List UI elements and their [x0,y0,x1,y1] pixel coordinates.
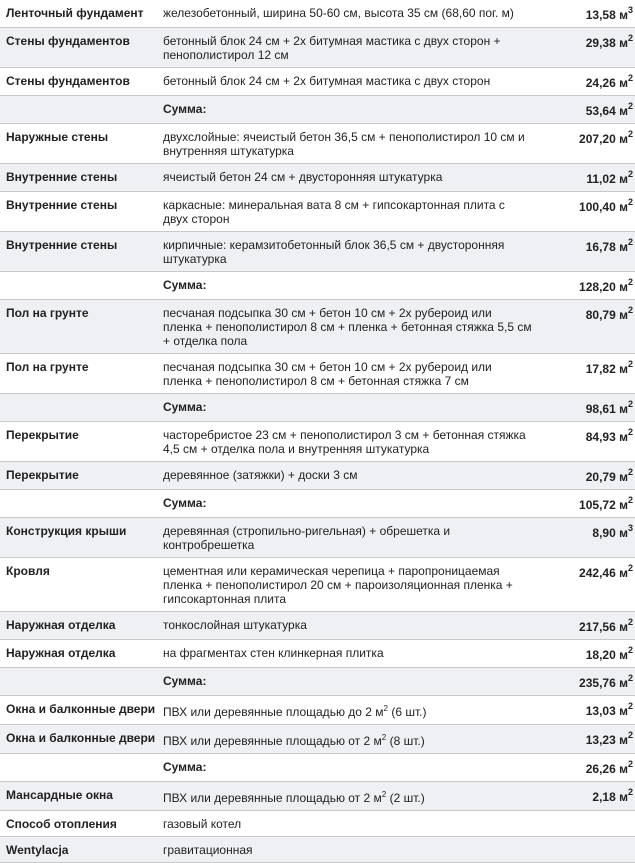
description-text-suffix: (8 шт.) [386,734,425,748]
sum-row [0,668,635,696]
element-name [0,394,157,422]
element-name: Мансардные окна [0,782,157,811]
sum-row [0,394,635,422]
sum-value [539,490,635,518]
element-description: деревянная (стропильно-ригельная) + обрешетка и контробрешетка [157,518,539,558]
quantity-unit: м [619,430,628,444]
quantity-unit: м [619,172,628,186]
description-text-suffix: (2 шт.) [386,791,425,805]
quantity-number: 100,40 [579,200,616,214]
quantity-unit: м [619,704,628,718]
element-description: каркасные: минеральная вата 8 см + гипсокартонная плита с двух сторон [157,192,539,232]
element-name [0,272,157,300]
table-row [0,124,635,164]
element-name: Внутренние стены [0,164,157,192]
quantity-number: 2,18 [592,790,616,804]
element-name: Наружная отделка [0,640,157,668]
quantity-unit: м [619,566,628,580]
table-row [0,28,635,68]
unit-exponent: 2 [627,787,633,797]
unit-exponent: 2 [627,673,633,683]
quantity-value [539,124,635,164]
table-row [0,518,635,558]
element-name: Ленточный фундамент [0,0,157,28]
quantity-value [539,558,635,612]
sum-row [0,96,635,124]
element-name: Внутренние стены [0,232,157,272]
element-description [157,782,539,811]
element-name: Конструкция крыши [0,518,157,558]
table-row [0,232,635,272]
unit-exponent: 2 [627,237,633,247]
sum-row [0,754,635,782]
element-name [0,754,157,782]
quantity-unit: м [619,280,628,294]
unit-exponent: 2 [627,73,633,83]
table-row [0,68,635,96]
sum-value [539,96,635,124]
element-name: Наружные стены [0,124,157,164]
element-description: гравитационная [157,837,539,863]
description-exponent: 2 [381,790,387,799]
unit-exponent: 2 [627,305,633,315]
quantity-number: 20,79 [585,470,616,484]
quantity-value [539,232,635,272]
quantity-unit: м [619,526,628,540]
quantity-value [539,612,635,640]
element-name: Перекрытие [0,422,157,462]
unit-exponent: 3 [627,5,633,15]
unit-exponent: 2 [627,645,633,655]
quantity-unit: м [619,498,628,512]
element-name [0,96,157,124]
unit-exponent: 2 [627,101,633,111]
quantity-number: 16,78 [585,240,616,254]
table-row [0,462,635,490]
quantity-number: 217,56 [579,620,616,634]
quantity-unit: м [619,676,628,690]
quantity-number: 11,02 [586,172,616,186]
quantity-number: 26,26 [585,762,616,776]
unit-exponent: 2 [627,617,633,627]
element-description: бетонный блок 24 см + 2х битумная мастика с двух сторон + пенополистирол 12 см [157,28,539,68]
quantity-number: 98,61 [585,402,616,416]
sum-value [539,754,635,782]
element-name [0,668,157,696]
table-row [0,422,635,462]
quantity-unit: м [619,76,628,90]
unit-exponent: 2 [627,129,633,139]
element-name [0,490,157,518]
quantity-number: 13,03 [585,704,616,718]
quantity-unit: м [619,308,628,322]
element-description: деревянное (затяжки) + доски 3 см [157,462,539,490]
quantity-value [539,28,635,68]
quantity-number: 24,26 [585,76,616,90]
element-description: цементная или керамическая черепица + паропроницаемая пленка + пенополистирол 20 см + пароизоляционная пленка + гипсокартонная плита [157,558,539,612]
element-description: тонкослойная штукатурка [157,612,539,640]
quantity-unit: м [619,8,628,22]
element-name: Окна и балконные двери [0,696,157,725]
quantity-unit: м [619,733,628,747]
quantity-value [539,300,635,354]
quantity-number: 235,76 [579,676,616,690]
quantity-unit: м [619,362,628,376]
quantity-number: 105,72 [579,498,616,512]
unit-exponent: 2 [627,197,633,207]
element-description: бетонный блок 24 см + 2х битумная мастика с двух сторон [157,68,539,96]
description-exponent: 2 [381,733,387,742]
table-row [0,782,635,811]
quantity-number: 8,90 [592,526,616,540]
element-name: Окна и балконные двери [0,725,157,754]
sum-label: Сумма: [157,754,539,782]
quantity-number: 242,46 [579,566,616,580]
unit-exponent: 2 [627,33,633,43]
quantity-unit: м [619,104,628,118]
unit-exponent: 2 [627,427,633,437]
element-description: песчаная подсыпка 30 см + бетон 10 см + 2х рубероид или пленка + пенополистирол 8 см + бетонная стяжка 7 см [157,354,539,394]
table-row [0,164,635,192]
element-description [157,725,539,754]
unit-exponent: 3 [627,523,633,533]
table-row [0,0,635,28]
sum-label: Сумма: [157,668,539,696]
quantity-unit: м [619,132,628,146]
table-row [0,811,635,837]
sum-value [539,394,635,422]
unit-exponent: 2 [627,169,633,179]
quantity-value [539,354,635,394]
quantity-unit: м [619,620,628,634]
sum-label: Сумма: [157,96,539,124]
element-description: газовый котел [157,811,539,837]
quantity-number: 53,64 [585,104,616,118]
unit-exponent: 2 [627,359,633,369]
description-text: ПВХ или деревянные площадью до 2 м [163,705,384,719]
quantity-number: 18,20 [585,648,616,662]
element-name: Пол на грунте [0,354,157,394]
element-name: Способ отопления [0,811,157,837]
quantity-unit: м [619,648,628,662]
quantity-value [539,164,635,192]
quantity-value [539,696,635,725]
quantity-value [539,811,635,837]
table-row [0,354,635,394]
table-row [0,192,635,232]
unit-exponent: 2 [627,399,633,409]
quantity-value [539,0,635,28]
sum-row [0,490,635,518]
element-name: Стены фундаментов [0,68,157,96]
description-exponent: 2 [383,704,388,713]
quantity-number: 80,79 [585,308,616,322]
quantity-unit: м [619,762,628,776]
quantity-number: 17,82 [585,362,616,376]
quantity-unit: м [619,790,628,804]
quantity-unit: м [619,36,628,50]
quantity-number: 29,38 [585,36,616,50]
description-text-suffix: (6 шт.) [388,705,427,719]
quantity-value [539,518,635,558]
sum-value [539,272,635,300]
quantity-number: 84,93 [585,430,616,444]
quantity-value [539,422,635,462]
quantity-value [539,837,635,863]
unit-exponent: 2 [627,701,633,711]
quantity-unit: м [619,240,628,254]
quantity-number: 13,58 [585,8,616,22]
unit-exponent: 2 [627,730,633,740]
element-description: ячеистый бетон 24 см + двусторонняя штукатурка [157,164,539,192]
quantity-value [539,192,635,232]
table-row [0,696,635,725]
table-row [0,300,635,354]
quantity-number: 13,23 [585,733,616,747]
sum-row [0,272,635,300]
table-row [0,640,635,668]
quantity-value [539,782,635,811]
element-description: песчаная подсыпка 30 см + бетон 10 см + 2х рубероид или пленка + пенополистирол 8 см + пленка + бетонная стяжка 5,5 см + отделка пола [157,300,539,354]
quantity-number: 207,20 [579,132,616,146]
element-name: Кровля [0,558,157,612]
quantity-unit: м [619,402,628,416]
unit-exponent: 2 [627,759,633,769]
element-name: Внутренние стены [0,192,157,232]
quantity-unit: м [619,470,628,484]
unit-exponent: 2 [627,277,633,287]
sum-label: Сумма: [157,490,539,518]
quantity-value [539,462,635,490]
element-name: Наружная отделка [0,612,157,640]
description-text: ПВХ или деревянные площадью от 2 м [163,791,382,805]
element-name: Пол на грунте [0,300,157,354]
table-row [0,837,635,863]
element-description: на фрагментах стен клинкерная плитка [157,640,539,668]
sum-label: Сумма: [157,394,539,422]
quantity-unit: м [619,200,628,214]
table-row [0,725,635,754]
element-name: Перекрытие [0,462,157,490]
element-description: часторебристое 23 см + пенополистирол 3 см + бетонная стяжка 4,5 см + отделка пола и внутренняя штукатурка [157,422,539,462]
element-name: Стены фундаментов [0,28,157,68]
unit-exponent: 2 [627,467,633,477]
quantity-value [539,68,635,96]
sum-label: Сумма: [157,272,539,300]
quantity-value [539,640,635,668]
unit-exponent: 2 [627,495,633,505]
table-row [0,612,635,640]
table-row [0,558,635,612]
element-name: Wentylacja [0,837,157,863]
unit-exponent: 2 [627,563,633,573]
quantity-value [539,725,635,754]
element-description: железобетонный, ширина 50-60 см, высота 35 см (68,60 пог. м) [157,0,539,28]
quantity-number: 128,20 [579,280,616,294]
element-description: двухслойные: ячеистый бетон 36,5 см + пенополистирол 10 см и внутренняя штукатурка [157,124,539,164]
sum-value [539,668,635,696]
element-description: кирпичные: керамзитобетонный блок 36,5 см + двусторонняя штукатурка [157,232,539,272]
element-description [157,696,539,725]
description-text: ПВХ или деревянные площадью от 2 м [163,734,382,748]
